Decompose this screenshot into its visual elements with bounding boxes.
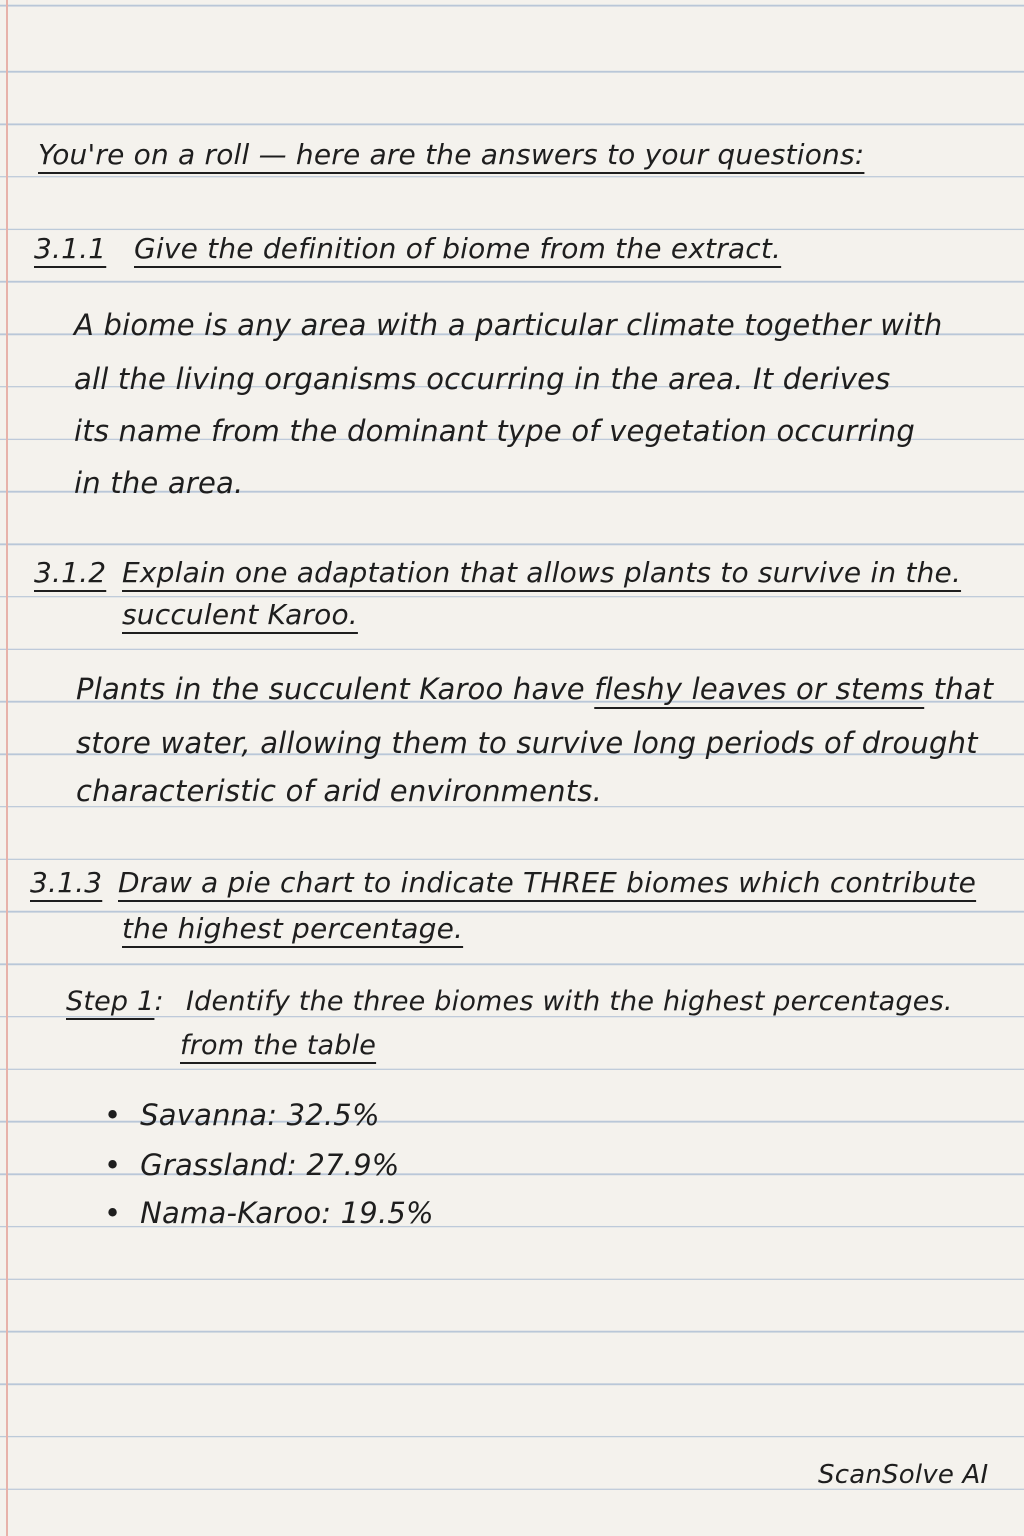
q2-question-line: Explain one adaptation that allows plants to survive in the. <box>122 556 962 589</box>
intro-heading: You're on a roll — here are the answers to your questions: <box>38 138 865 171</box>
bullet-text: Nama-Karoo: 19.5% <box>140 1196 434 1230</box>
step-label-line <box>66 986 164 1017</box>
q1-number: 3.1.1 <box>34 232 107 265</box>
bullet-text: Grassland: 27.9% <box>140 1148 400 1182</box>
q2-answer-line: characteristic of arid environments. <box>76 774 603 808</box>
q2-answer-text: that <box>924 672 994 706</box>
q2-answer-line <box>76 672 993 706</box>
bullet-text: Savanna: 32.5% <box>140 1098 380 1132</box>
step-text-line: Identify the three biomes with the highest percentages. <box>186 986 953 1017</box>
q1-answer-line: in the area. <box>74 466 244 500</box>
bullet-dot-icon: • <box>104 1098 141 1132</box>
bullet-item <box>104 1196 434 1230</box>
q3-question-line: the highest percentage. <box>122 912 464 945</box>
bullet-dot-icon: • <box>104 1196 141 1230</box>
q2-answer-text: Plants in the succulent Karoo have <box>76 672 595 706</box>
step-text-line: from the table <box>180 1030 377 1061</box>
q1-answer-line: all the living organisms occurring in the area. It derives <box>74 362 891 396</box>
bullet-item <box>104 1148 399 1182</box>
step-label: Step 1 <box>66 986 155 1017</box>
step-colon: : <box>154 986 164 1017</box>
footer-brand: ScanSolve AI <box>818 1460 989 1490</box>
margin-line <box>6 0 8 1536</box>
q2-number: 3.1.2 <box>34 556 107 589</box>
q1-answer-line: its name from the dominant type of vegetation occurring <box>74 414 915 448</box>
q1-answer-line: A biome is any area with a particular climate together with <box>74 308 943 342</box>
bullet-item <box>104 1098 380 1132</box>
q3-question-line: Draw a pie chart to indicate THREE biomes which contribute <box>118 866 977 899</box>
bullet-dot-icon: • <box>104 1148 141 1182</box>
q1-question: Give the definition of biome from the extract. <box>134 232 782 265</box>
q2-question-line: succulent Karoo. <box>122 598 358 631</box>
q2-answer-highlight: fleshy leaves or stems <box>594 672 925 706</box>
q2-answer-line: store water, allowing them to survive long periods of drought <box>76 726 978 760</box>
q3-number: 3.1.3 <box>30 866 103 899</box>
